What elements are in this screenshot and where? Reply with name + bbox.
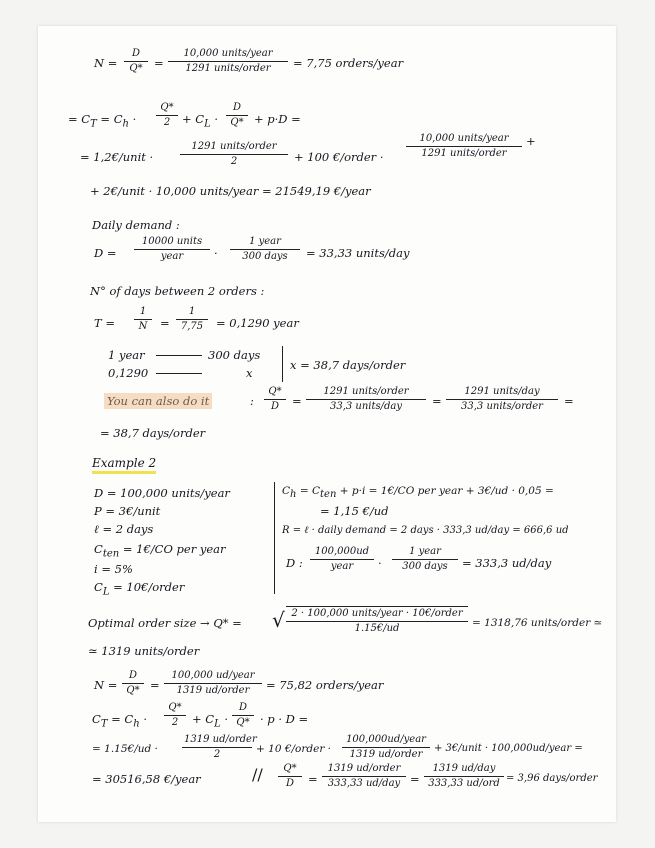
- calc-daily-lhs: D :: [286, 556, 303, 570]
- rule3-result: x = 38,7 days/order: [290, 358, 406, 372]
- alt-fraction-3: 1291 units/day 33,3 units/order: [446, 386, 558, 413]
- ct-fraction-2: $\frac{D}{Q*}$: [226, 102, 248, 129]
- n2-fraction-1: $\frac{D}{Q*}$: [122, 670, 144, 697]
- calc-ch: $C_h = C_{ten} + p\cdot i$ = 1€/CO per year + 3€/ud · 0,05 =: [282, 485, 554, 501]
- calc-ch-result: = 1,15 €/ud: [320, 504, 389, 518]
- n2-result: = 75,82 orders/year: [266, 678, 384, 692]
- days-result: = 3,96 days/order: [506, 773, 598, 784]
- ct2-lhs: $C_T = C_h$ ·: [92, 712, 147, 730]
- daily-fraction-2: 1 year 300 days: [230, 236, 300, 263]
- days-equals: =: [308, 772, 318, 786]
- t-fraction-1: $\frac{1}{N}$: [134, 306, 152, 333]
- n-fraction-1: $\frac{D}{Q*}$: [124, 48, 148, 75]
- ct2-line2-a: = 1.15€/ud ·: [92, 743, 158, 755]
- param-i: i = 5%: [94, 562, 133, 576]
- alt-equals-2: =: [432, 394, 442, 408]
- example-2-title: Example 2: [92, 456, 156, 470]
- n-fraction-2: 10,000 units/year 1291 units/order: [168, 48, 288, 75]
- optimal-lhs: Optimal order size → Q* =: [88, 616, 242, 630]
- alt-highlight: You can also do it: [104, 394, 212, 408]
- ct2-line2-fraction-1: 1319 ud/order 2: [184, 734, 257, 760]
- t-fraction-2: $\frac{1}{7,75}$: [176, 306, 208, 333]
- sqrt-icon: √: [272, 608, 285, 632]
- daily-demand-title: Daily demand :: [92, 218, 180, 232]
- rule3-bracket: [282, 346, 283, 382]
- optimal-result: = 1318,76 units/order ≃: [472, 617, 603, 629]
- daily-result: = 33,33 units/day: [306, 246, 410, 260]
- alt-colon: :: [250, 394, 254, 408]
- days-between-title: N° of days between 2 orders :: [90, 284, 265, 298]
- rule3-dash-1: [156, 355, 202, 356]
- n-result: = 7,75 orders/year: [293, 56, 404, 70]
- calc-daily-fraction-2: 1 year 300 days: [392, 546, 458, 573]
- t-equals: =: [160, 316, 170, 330]
- ct2-line3: = 30516,58 €/year: [92, 772, 201, 786]
- alt-fraction-2: 1291 units/order 33,3 units/day: [306, 386, 426, 413]
- param-d: D = 100,000 units/year: [94, 486, 230, 500]
- ct-line2-a: = 1,2€/unit ·: [80, 150, 154, 164]
- rule3-row2-a: 0,1290: [108, 366, 149, 380]
- ct-cl-term: + $C_L$ ·: [182, 112, 219, 130]
- n-lhs: N =: [94, 56, 118, 70]
- rule3-row2-b: x: [246, 366, 253, 380]
- n2-equals: =: [150, 678, 160, 692]
- alt-equals-3: =: [564, 394, 574, 408]
- param-p: P = 3€/unit: [94, 504, 161, 518]
- n2-lhs: N =: [94, 678, 118, 692]
- calc-daily-fraction-1: 100,000ud year: [310, 546, 374, 573]
- n-equals: =: [154, 56, 164, 70]
- ct-lhs: = $C_T = C_h$ ·: [68, 112, 137, 130]
- optimal-approx: ≃ 1319 units/order: [88, 644, 200, 658]
- n2-fraction-2: 100,000 ud/year 1319 ud/order: [164, 670, 262, 697]
- ct-line2-plus: +: [526, 134, 536, 148]
- daily-dot: ·: [214, 246, 218, 260]
- days-fraction-1: $\frac{Q*}{D}$: [278, 763, 302, 790]
- rule3-row1-a: 1 year: [108, 348, 145, 362]
- ct-pd-term: + p·D =: [254, 112, 301, 126]
- ct-fraction-1: $\frac{Q*}{2}$: [156, 102, 178, 129]
- param-l: ℓ = 2 days: [94, 522, 154, 536]
- example-divider: [274, 482, 275, 594]
- rule3-dash-2: [156, 373, 202, 374]
- ct2-pd-term: · p · D =: [260, 712, 309, 726]
- calc-daily-dot: ·: [378, 556, 382, 570]
- ct2-line2-fraction-2: 100,000ud/year 1319 ud/order: [342, 734, 430, 761]
- param-cten: $C_{ten}$ = 1€/CO per year: [94, 542, 226, 560]
- ct-line2-fraction-1: 1291 units/order 2: [180, 141, 288, 168]
- notebook-page: [38, 26, 616, 822]
- ct2-fraction-2: $\frac{D}{Q*}$: [232, 702, 254, 729]
- t-result: = 0,1290 year: [216, 316, 299, 330]
- ct-line3: + 2€/unit · 10,000 units/year = 21549,19 €/year: [90, 184, 371, 198]
- alt-result: = 38,7 days/order: [100, 426, 206, 440]
- optimal-radicand: 2 · 100,000 units/year · 10€/order 1.15€/ud: [286, 608, 468, 635]
- ct2-line2-b: + 10 €/order ·: [256, 743, 332, 755]
- t-lhs: T =: [94, 316, 115, 330]
- ct2-line2-c: + 3€/unit · 100,000ud/year =: [434, 743, 583, 754]
- daily-d-lhs: D =: [94, 246, 117, 260]
- ct-line2-b: + 100 €/order ·: [294, 150, 384, 164]
- param-cl: $C_L$ = 10€/order: [94, 580, 185, 598]
- days-fraction-3: 1319 ud/day 333,33 ud/ord: [424, 763, 504, 790]
- ct2-fraction-1: $\frac{Q*}{2}$: [164, 702, 186, 729]
- days-equals-2: =: [410, 772, 420, 786]
- rule3-row1-b: 300 days: [208, 348, 261, 362]
- daily-fraction-1: 10000 units year: [134, 236, 210, 263]
- double-slash-mark: //: [252, 765, 263, 784]
- alt-fraction-1: $\frac{Q*}{D}$: [264, 386, 286, 413]
- calc-daily-result: = 333,3 ud/day: [462, 556, 552, 570]
- days-fraction-2: 1319 ud/order 333,33 ud/day: [322, 763, 406, 790]
- ct2-cl-term: + $C_L$ ·: [192, 712, 229, 730]
- ct-line2-fraction-2: 10,000 units/year 1291 units/order: [406, 133, 522, 160]
- calc-reorder: R = ℓ · daily demand = 2 days · 333,3 ud/day = 666,6 ud: [282, 525, 569, 536]
- alt-equals: =: [292, 394, 302, 408]
- radical-bar: [286, 606, 468, 607]
